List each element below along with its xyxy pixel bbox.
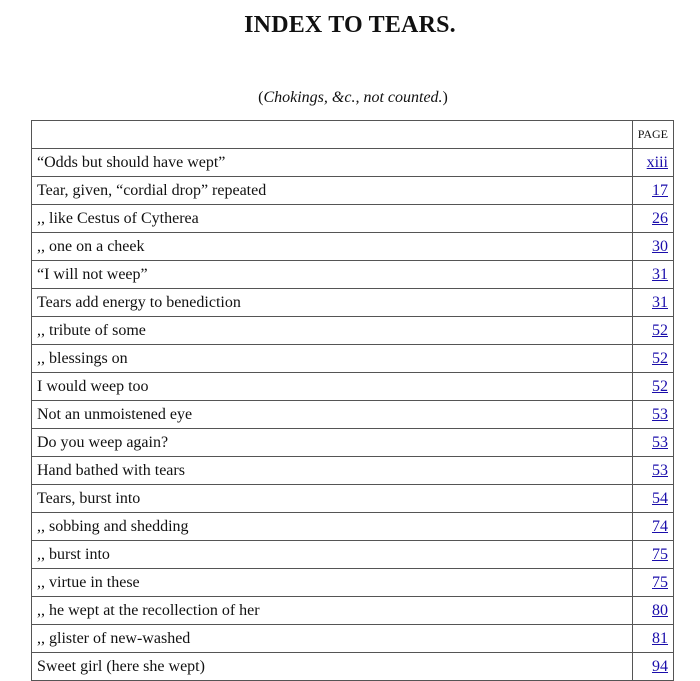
- entry-text: ,, burst into: [32, 541, 633, 569]
- page-link[interactable]: 26: [652, 210, 668, 227]
- entry-text: Tears add energy to benediction: [32, 289, 633, 317]
- table-row: [32, 429, 674, 457]
- page-cell: [632, 485, 673, 513]
- page-link[interactable]: 31: [652, 294, 668, 311]
- subtitle: [0, 89, 700, 107]
- page-cell: [632, 373, 673, 401]
- page-cell: [632, 541, 673, 569]
- entry-text: Tears, burst into: [32, 485, 633, 513]
- entry-text: ,, blessings on: [32, 345, 633, 373]
- subtitle-open-paren: (: [258, 89, 264, 106]
- entry-text: “Odds but should have wept”: [32, 149, 633, 177]
- entry-text: ,, one on a cheek: [32, 233, 633, 261]
- page-link[interactable]: 75: [652, 574, 668, 591]
- page-cell: [632, 317, 673, 345]
- page-link[interactable]: 30: [652, 238, 668, 255]
- page-cell: [632, 205, 673, 233]
- page-link[interactable]: 75: [652, 546, 668, 563]
- page-cell: [632, 513, 673, 541]
- table-header-row: [32, 121, 674, 149]
- page-cell: [632, 653, 673, 681]
- entry-text: Do you weep again?: [32, 429, 633, 457]
- page-cell: [632, 345, 673, 373]
- subtitle-close-paren: ): [442, 89, 448, 106]
- table-row: [32, 205, 674, 233]
- table-row: [32, 597, 674, 625]
- page-link[interactable]: 74: [652, 518, 668, 535]
- page-cell: [632, 261, 673, 289]
- table-row: [32, 345, 674, 373]
- entry-text: ,, glister of new-washed: [32, 625, 633, 653]
- entry-text: Hand bathed with tears: [32, 457, 633, 485]
- page-link[interactable]: 94: [652, 658, 668, 675]
- entry-text: Not an unmoistened eye: [32, 401, 633, 429]
- header-entry-cell: [32, 121, 633, 149]
- page-link[interactable]: 52: [652, 322, 668, 339]
- table-row: [32, 457, 674, 485]
- entry-text: ,, tribute of some: [32, 317, 633, 345]
- entry-text: ,, he wept at the recollection of her: [32, 597, 633, 625]
- subtitle-italic-text: Chokings, &c., not counted.: [263, 89, 443, 106]
- entry-text: I would weep too: [32, 373, 633, 401]
- entry-text: Tear, given, “cordial drop” repeated: [32, 177, 633, 205]
- page-link[interactable]: 53: [652, 406, 668, 423]
- table-row: [32, 485, 674, 513]
- page-cell: [632, 177, 673, 205]
- table-row: [32, 569, 674, 597]
- table-row: [32, 401, 674, 429]
- index-table: [31, 120, 674, 681]
- page-link[interactable]: 17: [652, 182, 668, 199]
- entry-text: “I will not weep”: [32, 261, 633, 289]
- table-row: [32, 513, 674, 541]
- page-link[interactable]: 31: [652, 266, 668, 283]
- table-row: [32, 289, 674, 317]
- entry-text: ,, virtue in these: [32, 569, 633, 597]
- page-link[interactable]: xiii: [646, 154, 668, 171]
- page-link[interactable]: 52: [652, 350, 668, 367]
- page-title: INDEX TO TEARS.: [244, 12, 456, 38]
- entry-text: Sweet girl (here she wept): [32, 653, 633, 681]
- page-cell: [632, 625, 673, 653]
- table-row: [32, 149, 674, 177]
- table-row: [32, 373, 674, 401]
- page-cell: [632, 233, 673, 261]
- page-link[interactable]: 53: [652, 462, 668, 479]
- page-cell: [632, 597, 673, 625]
- page-link[interactable]: 52: [652, 378, 668, 395]
- page-link[interactable]: 54: [652, 490, 668, 507]
- page-cell: [632, 289, 673, 317]
- table-row: [32, 653, 674, 681]
- page-link[interactable]: 53: [652, 434, 668, 451]
- entry-text: ,, sobbing and shedding: [32, 513, 633, 541]
- table-row: [32, 541, 674, 569]
- table-row: [32, 233, 674, 261]
- table-row: [32, 625, 674, 653]
- header-page-cell: PAGE: [632, 121, 673, 149]
- page-cell: [632, 401, 673, 429]
- page-cell: [632, 149, 673, 177]
- page-link[interactable]: 81: [652, 630, 668, 647]
- table-row: [32, 261, 674, 289]
- entry-text: ,, like Cestus of Cytherea: [32, 205, 633, 233]
- table-row: [32, 177, 674, 205]
- page-cell: [632, 457, 673, 485]
- page-cell: [632, 569, 673, 597]
- table-row: [32, 317, 674, 345]
- page-cell: [632, 429, 673, 457]
- page-link[interactable]: 80: [652, 602, 668, 619]
